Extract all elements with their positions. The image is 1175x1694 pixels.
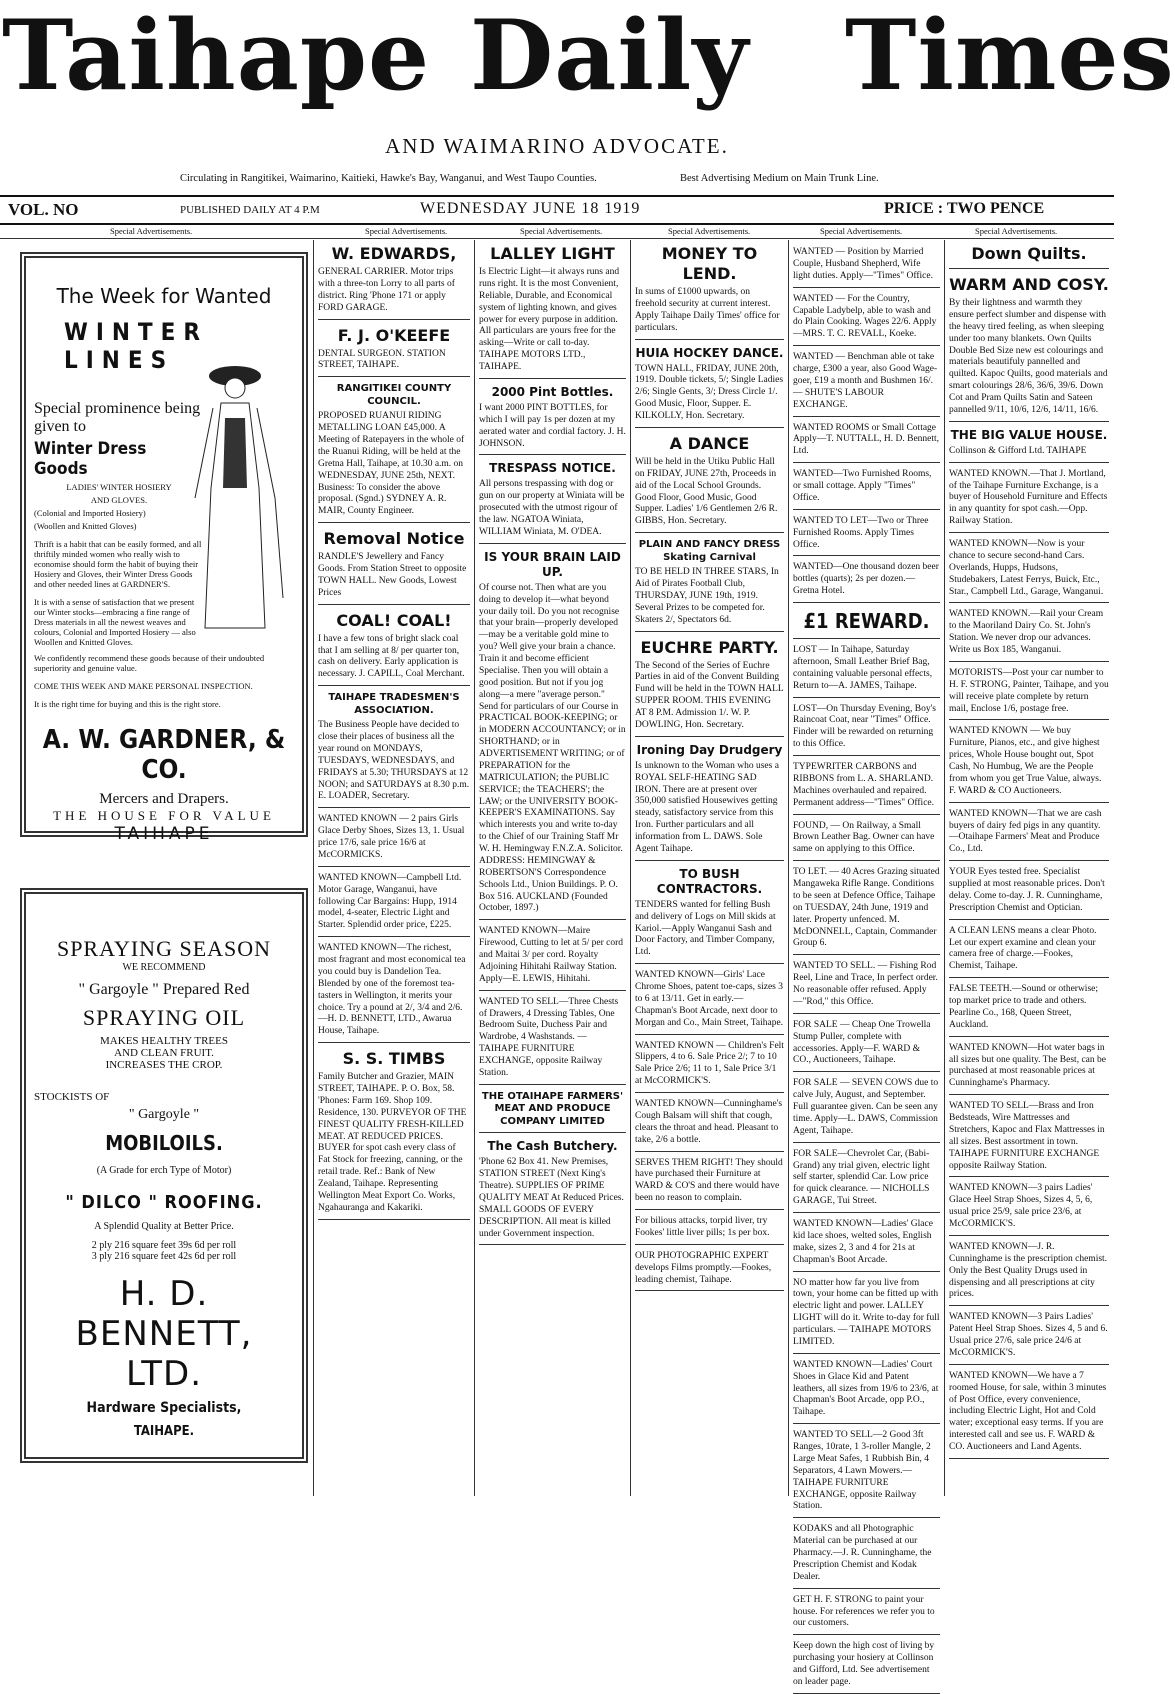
woman-illustration (183, 348, 288, 638)
advert-text: WANTED KNOWN.—That J. Mortland, of the Taihape Furniture Exchange, is a buyer of Household Furniture and Effects in any quantity for spot cash.—Opp. Railway Station. (949, 468, 1108, 527)
advert-text: FOR SALE—Chevrolet Car, (Babi-Grand) any trial given, electric light self starter, splendid Car. Low price for quick clearance. — NICHOLLS GARAGE, Tui Street. (793, 1148, 930, 1207)
advert (479, 244, 626, 379)
advert-text: DENTAL SURGEON. STATION STREET, TAIHAPE. (318, 348, 446, 371)
advert (318, 529, 470, 605)
advert (635, 539, 784, 631)
advert (635, 1251, 784, 1292)
advert-heading: THE OTAIHAPE FARMERS' MEAT AND PRODUCE COMPANY LIMITED (481, 1090, 624, 1127)
gardner-intro: Special prominence being given to (34, 400, 201, 435)
title-word-taihape: Taihape (2, 0, 431, 112)
advert (479, 1139, 626, 1245)
circulation-note: Circulating in Rangitikei, Waimarino, Kaitieki, Hawke's Bay, Wanganui, and West Taupo Counties. (180, 173, 597, 184)
advert (793, 867, 940, 955)
advert (793, 423, 940, 464)
advert-text: WANTED KNOWN—Ladies' Court Shoes in Glace Kid and Patent leathers, all sizes from 19/6 to 23/6, at Chapman's Boot Arcade, opp P.O., Taihape. (793, 1359, 939, 1418)
advert-heading: THE BIG VALUE HOUSE. (950, 427, 1108, 442)
gardner-sub: (Woollen and Knitted Gloves) (34, 521, 137, 531)
advert (318, 692, 470, 808)
advert (793, 704, 940, 757)
advert (793, 1020, 940, 1073)
advert-text: Will be held in the Utiku Public Hall on FRIDAY, JUNE 27th, Proceeds in aid of the Local School Grounds. Good Floor, Good Music, Good Supper. Ladies' 1/6 Gentlemen 2/6 R. GIBBS, Hon. Secretary. (635, 456, 778, 527)
gardner-name: A. W. GARDNER, & CO. (42, 725, 286, 785)
advert-text: WANTED ROOMS or Small Cottage Apply—T. NUTTALL, H. D. Bennett, Ltd. (793, 422, 940, 457)
advert-text: All persons trespassing with dog or gun on our property at Winiata will be prosecuted with the utmost rigour of the law. NGATOA Winiata, WILLIAM Winiata, M. O'DEA. (479, 479, 625, 537)
advert (635, 1216, 784, 1245)
advert (793, 469, 940, 510)
advert-text: TENDERS wanted for felling Bush and delivery of Logs on Mill skids at Kariol.—Apply Wanganui Sash and Door Factory, and Timber Company, Ltd. (635, 899, 776, 958)
advert-text: WANTED KNOWN—Hot water bags in all sizes but one quality. The Best, can be purchased at most reasonable prices at Cunninghame's Pharmacy. (949, 1042, 1106, 1089)
advert-heading: Removal Notice (323, 529, 465, 549)
advert (793, 961, 940, 1014)
advert-heading: Ironing Day Drudgery (636, 742, 783, 757)
advert-text: WANTED — For the Country, Capable Ladybelp, able to wash and do Plain Cooking. Wages 22/6. Apply—MRS. T. C. REVALL, Koeke. (793, 293, 937, 340)
bennett-text: (A Grade for erch Type of Motor) (96, 1165, 232, 1176)
advert (949, 1183, 1109, 1236)
advert-text: WANTED KNOWN—Campbell Ltd. Motor Garage, Wanganui, have following Car Bargains: Hupp, 1914 model, 4-seater, Electric Light and Starter. Splendid order price, £225. (318, 872, 462, 931)
bennett-title: SPRAYING SEASON (56, 936, 272, 961)
advert-heading: Down Quilts. (971, 244, 1087, 263)
advert-text: TOWN HALL, FRIDAY, JUNE 20th, 1919. Double tickets, 5/; Single Ladies 2/6; Single Gents, 3/; Dress Circle 1/. Good Music, Floor, Supper. E. KILKOLLY, Hon. Secretary. (635, 363, 784, 421)
advert (793, 352, 940, 416)
advert-text: WANTED KNOWN—J. R. Cunninghame is the prescription chemist. Only the Best Quality Drugs used in dispensing and all prescriptions at city prices. (949, 1241, 1108, 1300)
advert-text: FOUND, — On Railway, a Small Brown Leather Bag. Owner can have same on applying to this Office. (793, 820, 935, 855)
section-label: Special Advertisements. (365, 226, 448, 236)
advert-text: WANTED TO SELL—Brass and Iron Bedsteads, Wire Mattresses and Stretchers, Kapoc and Flax Mattresses in all sizes. Best assortment in town. TAIHAPE FURNITURE EXCHANGE opposite Railway Station. (949, 1101, 1105, 1171)
gardner-trade: Mercers and Drapers. (99, 791, 229, 807)
gardner-sub: LADIES' WINTER HOSIERY (66, 482, 172, 492)
bennett-spec: Hardware Specialists, (86, 1400, 242, 1416)
advert-text: £1 REWARD. (803, 609, 930, 633)
advert (949, 984, 1109, 1037)
bennett-name: H. D. BENNETT, LTD. (75, 1274, 253, 1394)
bennett-text: A Splendid Quality at Better Price. (94, 1221, 234, 1232)
advert-text: A CLEAN LENS means a clear Photo. Let our expert examine and clean your camera free of charge.—Fookes, Chemist, Taihape. (949, 925, 1097, 972)
bennett-text: INCREASES THE CROP. (105, 1059, 223, 1071)
advert (793, 247, 940, 288)
section-label: Special Advertisements. (975, 226, 1058, 236)
advert-text: The Business People have decided to close their places of business all the year round on MONDAYS, TUESDAYS, WEDNESDAYS, and FRIDAYS at 5.30; THURSDAYS at 12 NOON; and SATURDAYS at 8.30 p.m. E. LOADER, Secretary. (318, 720, 470, 802)
advert-text: WANTED KNOWN—We have a 7 roomed House, for sale, within 3 minutes of Post Office, every convenience, including Electric Light, Hot and Cold water; exceptional easy terms. If you are interested call and see us. F. WARD & CO. Auctioneers and Land Agents. (949, 1370, 1107, 1452)
advert-text: 'Phone 62 Box 41. New Premises, STATION STREET (Next King's Theatre). SUPPLIES OF PRIME QUALITY MEAT At Reduced Prices. SMALL GOODS OF EVERY DESCRIPTION. All meat is killed under Government inspection. (479, 1157, 624, 1239)
advert-text: I have a few tons of bright slack coal that I am selling at 8/ per quarter ton, cash on delivery. Early application is necessary. J. CAPILL, Coal Merchant. (318, 633, 465, 680)
advert (793, 1149, 940, 1213)
bennett-product: SPRAYING OIL (82, 1005, 246, 1030)
advert-heading: COAL! COAL! (336, 610, 452, 630)
advert-heading: F. J. O'KEEFE (337, 325, 451, 345)
advert (949, 926, 1109, 979)
advert-heading: WARM AND COSY. (949, 275, 1109, 294)
section-label: Special Advertisements. (820, 226, 903, 236)
subtitle: AND WAIMARINO ADVOCATE. (385, 134, 729, 158)
advert-text: WANTED TO SELL—2 Good 3ft Ranges, 10rate, 1 3-roller Mangle, 2 Large Meat Safes, 1 Rubbish Bin, 4 Separators, 4 Lawn Mowers.—TAIHAPE FURNITURE EXCHANGE, opposite Railway Station. (793, 1430, 931, 1512)
advert-text: WANTED KNOWN — We buy Furniture, Pianos, etc., and give highest prices, Whole House bought out, Spot Cash, No Humbug, We are the People from whom you get True Value, always. F. WARD & CO Auctioneers. (949, 726, 1102, 796)
advert (793, 609, 940, 639)
advert-text: By their lightness and warmth they ensure perfect slumber and dispense with the heavy tired feeling, as when sleeping under too many blankets. Own Quilts Double Bed Size new est colourings and materials beautifuly pannelled and quilted. Kapoc Quilts, good materials and smart colourings 28/6, 36/6, 39/6. Down Cot and Pram Quilts Satin and Sateen pannelled 9/11, 10/6, 12/6, 14/11, 16/6. (949, 298, 1108, 415)
advert (949, 867, 1109, 920)
advert-text: LOST—On Thursday Evening, Boy's Raincoat Coat, near "Times" Office. Finder will be rewarded on returning to this Office. (793, 703, 936, 750)
column-6 (949, 244, 1109, 1494)
advert (635, 1158, 784, 1211)
title-word-daily: Daily (470, 0, 750, 112)
advert-text: Collinson & Gifford Ltd. TAIHAPE (949, 445, 1087, 456)
advert (793, 562, 940, 603)
advert-text: KODAKS and all Photographic Material can be purchased at our Pharmacy.—J. R. Cunninghame, the Prescription Chemist and Kodak Dealer. (793, 1524, 932, 1582)
bennett-mobil: MOBILOILS. (105, 1131, 223, 1155)
advert-heading: LALLEY LIGHT (490, 244, 615, 263)
bennett-text: AND CLEAN FRUIT. (114, 1047, 214, 1059)
section-label: Special Advertisements. (520, 226, 603, 236)
advert (949, 609, 1109, 662)
section-label: Special Advertisements. (110, 226, 193, 236)
advert-text: WANTED KNOWN—That we are cash buyers of dairy fed pigs in any quantity.—Otaihape Farmers' Meat and Produce Co., Ltd. (949, 808, 1102, 855)
bennett-text: 2 ply 216 square feet 39s 6d per roll (91, 1240, 237, 1251)
advert (635, 346, 784, 428)
advert-text: Is Electric Light—it always runs and runs right. It is the most Convenient, Reliable, Durable, and Economical system of lighting known, and gives power for every purpose in addition. All particulars are yours free for the asking—Write or call to-day. TAIHAPE MOTORS LTD., TAIHAPE. (479, 267, 620, 372)
advert (949, 469, 1109, 533)
masthead (0, 0, 1175, 170)
advert-text: FOR SALE — SEVEN COWS due to calve July, August, and September. Full guarantee given. Can be seen any time. Apply—L. DAWS, Commission Agent, Taihape. (793, 1078, 939, 1136)
advert-heading: TO BUSH CONTRACTORS. (656, 866, 763, 896)
advert-text: WANTED TO SELL—Three Chests of Drawers, 4 Dressing Tables, One Bedroom Suite, Duchess Pair and Wardrobe, 4 Washstands. —TAIHAPE FURNITURE EXCHANGE, opposite Railway Station. (479, 996, 619, 1078)
advert-text: TO LET. — 40 Acres Grazing situated Mangaweka Rifle Range. Conditions to be seen at Defence Office, Taihape on TUESDAY, 24th June, 1919 and later. Property unfenced. M. McDONNELL, Captain, Commander Group 6. (793, 867, 940, 949)
advert-text: Keep down the high cost of living by purchasing your hosiery at Collinson and Gifford, Ltd. See advertisement on leader page. (793, 1641, 935, 1687)
advert-text: WANTED—Two Furnished Rooms, or small cottage. Apply "Times" Office. (793, 469, 932, 503)
advert (635, 1041, 784, 1094)
advert (479, 926, 626, 990)
advert-text: WANTED—One thousand dozen beer bottles (quarts); 2s per dozen.—Gretna Hotel. (793, 562, 939, 597)
advert-heading: TRESPASS NOTICE. (489, 461, 616, 476)
advert-text: WANTED KNOWN — Children's Felt Slippers, 4 to 6. Sale Price 2/; 7 to 10 Sale Price 2/6; 11 to 1, Sale Price 3/1 at McCORMICK'S. (635, 1040, 784, 1087)
advert (635, 244, 784, 340)
gardner-sub: AND GLOVES. (90, 495, 148, 505)
advert (949, 1101, 1109, 1177)
advert-text: RANDLE'S Jewellery and Fancy Goods. From Station Street to opposite TOWN HALL. New Goods, Lowest Prices (318, 552, 467, 598)
advert-text: Of course not. Then what are you doing to develop it—what beyond your daily toil. Do you not recognise that your brain—properly developed—may be a veritable gold mine to you? Well give your brain a chance. Train it and become efficient Specialise. Then you will obtain a good position. But not if you jog along—a mere "average person." Send for particulars of our Course in PRACTICAL BOOK-KEEPING; or in MODERN ACCOUNTANCY; or in SHORTHAND; or in ADVERTISEMENT WRITING; or of PREPARATION for the MATRICULATION; the PUBLIC SERVICE; the TEACHERS'; the LAW; or the UNIVERSITY BOOK-KEEPER'S EXAMINATIONS. Say which interests you and write to-day to the Chief of our Training Staff Mr W. H. Hemingway F.N.Z.A. Solicitor. ADDRESS: HEMINGWAY & ROBERTSON'S Correspondence Schools Ltd., Union Buildings. P. O. Box 516. AUCKLAND (Founded October, 1897.) (479, 582, 626, 914)
gardner-advert (20, 252, 308, 844)
bennett-text: STOCKISTS OF (34, 1091, 110, 1103)
advert (793, 762, 940, 815)
advert-text: WANTED KNOWN.—Rail your Cream to the Maoriland Dairy Co. St. John's Station. We never drop our advances. Write us Box 185, Wanganui. (949, 609, 1104, 655)
advert-text: WANTED TO LET—Two or Three Furnished Rooms. Apply Times Office. (793, 515, 929, 550)
column-3 (479, 244, 626, 1494)
advert-text: YOUR Eyes tested free. Specialist supplied at most reasonable prices. Don't delay. Come to-day. J. R. Cunninghame, Prescription Chemist and Optician. (949, 867, 1105, 913)
bennett-text: " Gargoyle " (128, 1107, 200, 1122)
column-2 (318, 244, 470, 1494)
advert (793, 1360, 940, 1424)
advert-text: MOTORISTS—Post your car number to H. F. STRONG, Painter, Taihape, and you will receive plate complete by return mail, Enclose 1/6, postage free. (949, 667, 1109, 714)
advert-text: WANTED — Position by Married Couple, Husband Shepherd, Wife light duties. Apply—"Times" Office. (793, 247, 933, 281)
bennett-text: 3 ply 216 square feet 42s 6d per roll (91, 1251, 237, 1262)
bennett-text: WE RECOMMEND (122, 962, 206, 973)
advert (635, 743, 784, 861)
advert (479, 550, 626, 921)
advert-text: OUR PHOTOGRAPHIC EXPERT develops Films promptly.—Fookes, leading chemist, Taihape. (635, 1250, 772, 1285)
section-labels (0, 224, 1114, 239)
advert-heading: W. EDWARDS, (331, 244, 457, 263)
advert-text: WANTED KNOWN—Girls' Lace Chrome Shoes, patent toe-caps, sizes 3 to 6 at 13/11. Get in early.—Chapman's Boot Arcade, next door to Morgan and Co., Main Street, Taihape. (635, 970, 784, 1028)
advert (949, 428, 1109, 463)
price-label: PRICE : TWO PENCE (884, 200, 1045, 217)
gardner-body: COME THIS WEEK AND MAKE PERSONAL INSPECTION. (34, 681, 253, 691)
advert (949, 1043, 1109, 1096)
advert-heading: PLAIN AND FANCY DRESS Skating Carnival (638, 539, 781, 563)
advert-text: WANTED — Benchman able ot take charge, £300 a year, also Good Wage-goer, £19 a month and Bushmen 16/. — SHUTE'S LABOUR EXCHANGE. (793, 352, 938, 410)
gardner-body: It is the right time for buying and this is the right store. (34, 699, 221, 709)
advert-heading: RANGITIKEI COUNTY COUNCIL. (336, 383, 452, 407)
advert (793, 294, 940, 347)
advert (479, 997, 626, 1085)
gardner-motto: THE HOUSE FOR VALUE (53, 808, 275, 823)
advert (949, 809, 1109, 862)
advert (949, 668, 1109, 721)
gardner-title: The Week for Wanted (56, 284, 272, 308)
advert (793, 1595, 940, 1636)
advert-heading: The Cash Butchery. (487, 1139, 618, 1154)
advert-text: WANTED KNOWN—Cunninghame's Cough Balsam will shift that cough, clears the throat and head. Pleasant to take, 2/6 a bottle. (635, 1099, 783, 1145)
advert-heading: MONEY TO LEND. (661, 244, 758, 283)
gardner-body: We confidently recommend these goods because of their undoubted superiority and genuine value. (34, 653, 265, 673)
advert-heading: HUIA HOCKEY DANCE. (635, 345, 784, 360)
advert (793, 1430, 940, 1518)
advert (479, 385, 626, 456)
advert-text: TO BE HELD IN THREE STARS, In Aid of Pirates Football Club, THURSDAY, JUNE 19th, 1919. Several Prizes to be competed for. Skaters 2/, Spectators 6d. (635, 567, 779, 625)
advert (318, 873, 470, 937)
advert (318, 611, 470, 687)
advert-text: TYPEWRITER CARBONS and RIBBONS from L. A. SHARLAND. Machines overhauled and repaired. Permanent address—"Times" Office. (793, 762, 934, 808)
gardner-body: It is with a sense of satisfaction that we present our Winter stocks—embracing a fine range of Dress materials in all the newest weaves and colours, Colonial and Imported Hosiery — also Woollen and Knitted Gloves. (34, 597, 196, 647)
advert-text: FOR SALE — Cheap One Trowella Stump Puller, complete with accessories. Apply—F. WARD & CO., Auctioneers, Taihape. (793, 1019, 931, 1066)
bennett-dilco: " DILCO " ROOFING. (65, 1192, 263, 1213)
dateline (0, 195, 1114, 225)
advert (793, 645, 940, 698)
column-4 (635, 244, 784, 1494)
advert-heading: EUCHRE PARTY. (640, 637, 779, 657)
bennett-advert (20, 888, 308, 1463)
advert (793, 516, 940, 557)
advert (635, 1099, 784, 1152)
title-word-times: Times (845, 0, 1175, 112)
advert (793, 1524, 940, 1588)
advert (949, 1312, 1109, 1365)
volume-label: VOL. NO (8, 200, 79, 219)
advert (793, 821, 940, 862)
bennett-town: TAIHAPE. (133, 1424, 195, 1439)
advert-text: In sums of £1000 upwards, on freehold security at current interest. Apply Taihape Daily Times' office for particulars. (635, 287, 780, 333)
advert (949, 1371, 1109, 1459)
advert (949, 539, 1109, 603)
advert (793, 1278, 940, 1354)
gardner-town: TAIHAPE (114, 824, 214, 844)
advert-text: WANTED KNOWN—Now is your chance to secure second-hand Cars. Overlands, Hupps, Hudsons, Studebakers, Latest Ferrys, Buick, Etc., Star., Campbell Ltd., Garage, Wanganui. (949, 539, 1104, 597)
advert (635, 970, 784, 1034)
column-5 (793, 244, 940, 1687)
advert-text: WANTED KNOWN — 2 pairs Girls Glace Derby Shoes, Sizes 13, 1. Usual price 17/6, sale price 16/6 at McCORMICKS. (318, 814, 465, 860)
advert-heading: A DANCE (669, 433, 750, 453)
advert-text: NO matter how far you live from town, your home can be fitted up with electric light and power. LALLEY LIGHT will do it. Write to-day for full particulars. — TAIHAPE MOTORS LIMITED. (793, 1277, 940, 1347)
advert-text: WANTED KNOWN—3 Pairs Ladies' Patent Heel Strap Shoes. Sizes 4, 5 and 6. Usual price 27/6, sale price 24/6 at McCORMICK'S. (949, 1312, 1108, 1358)
advert (318, 244, 470, 320)
advert-text: Family Butcher and Grazier, MAIN STREET, TAIHAPE. P. O. Box, 58. 'Phones: Farm 169. Shop 109. Residence, 130. PURVEYOR OF THE FINEST QUALITY FRESH-KILLED MEAT. AT REDUCED PRICES. BUYER for spot cash every class of Fat Stock for freezing, canning, or the retail trade. Ref.: Bank of New Zealand, Taihape. Representing Wellington Meat Export Co. Works, Ngahauranga and Kakariki. (318, 1072, 467, 1213)
advert-text: Is unknown to the Woman who uses a ROYAL SELF-HEATING SAD IRON. There are at present over 350,000 satisfied Housewives getting steady, satisfactory service from this Iron. Further particulars and all information from L. DAWS. Sole Agent Taihape. (635, 760, 779, 854)
advert-text: WANTED KNOWN—3 pairs Ladies' Glace Heel Strap Shoes, Sizes 4, 5, 6, usual price 25/9, sale price 23/6, at McCORMICK'S. (949, 1183, 1093, 1229)
advert (318, 943, 470, 1043)
advert (793, 1219, 940, 1272)
advert-heading: 2000 Pint Bottles. (491, 384, 614, 399)
advert-text: PROPOSED RUANUI RIDING METALLING LOAN £45,000. A Meeting of Ratepayers in the whole of the Ruanui Riding, will be held at the Gretna Hall, Taihape, at 10.30 a.m. on WEDNESDAY, JUNE 25th, NEXT. Business: To consider the above proposal. (Sgnd.) SYDNEY A. R. MAIR, County Engineer. (318, 411, 465, 517)
advert-heading: IS YOUR BRAIN LAID UP. (484, 549, 621, 579)
advert-text: GET H. F. STRONG to paint your house. For references we refer you to our customers. (793, 1594, 935, 1629)
advert-text: I want 2000 PINT BOTTLES, for which I will pay 1s per dozen at my aerated water and cordial factory. J. H. JOHNSON. (479, 402, 626, 449)
advert (793, 1641, 940, 1694)
advert (635, 638, 784, 737)
advert-text: LOST — In Taihape, Saturday afternoon, Small Leather Brief Bag, containing valuable personal effects, Return to—A. JAMES, Taihape. (793, 645, 933, 691)
gardner-product: Winter Dress Goods (34, 439, 147, 479)
advert-text: WANTED TO SELL. — Fishing Rod Reel, Line and Trace, In perfect order. No reasonable offer refused. Apply—"Rod," this Office. (793, 961, 938, 1007)
bennett-brand: " Gargoyle " Prepared Red (78, 981, 250, 998)
gardner-sub: (Colonial and Imported Hosiery) (34, 508, 146, 518)
advert (635, 867, 784, 964)
advert (949, 244, 1109, 269)
advert-text: SERVES THEM RIGHT! They should have purchased their Furniture at WARD & CO'S and there would have been no reason to complain. (635, 1157, 783, 1204)
advert (318, 1049, 470, 1220)
advert (318, 814, 470, 867)
bennett-text: MAKES HEALTHY TREES (100, 1035, 228, 1047)
advert (793, 1078, 940, 1142)
advert-heading: S. S. TIMBS (342, 1049, 446, 1069)
advert-text: WANTED KNOWN—The richest, most fragrant and most economical tea you could buy is Dandelion Tea. Blended by one of the foremost tea-tasters in Wellington, it merits your choice. Try a pound at 2/, 3/4 and 2/6.—H. D. BENNETT, LTD., Awarua House, Taihape. (318, 943, 466, 1037)
advert-heading: TAIHAPE TRADESMEN'S ASSOCIATION. (328, 692, 460, 716)
published-label: PUBLISHED DAILY AT 4 P.M (180, 204, 320, 216)
medium-note: Best Advertising Medium on Main Trunk Line. (680, 173, 879, 184)
advert (318, 383, 470, 523)
advert-text: GENERAL CARRIER. Motor trips with a three-ton Lorry to all parts of district. Ring 'Phone 171 or apply FORD GARAGE. (318, 267, 455, 313)
advert-text: For bilious attacks, torpid liver, try Fookes' little liver pills; 1s per box. (635, 1216, 770, 1238)
advert-text: WANTED KNOWN—Maire Firewood, Cutting to let at 5/ per cord and Maitai 3/ per cord. Royalty Adjoining Hihitahi Railway Station. Apply—E. LEWIS, Hihitahi. (479, 926, 624, 984)
gardner-body: Thrift is a habit that can be easily formed, and all thriftily minded women who really wish to economise should form the habit of buying their Hosiery and Gloves, their Winter Dress Goods and other needed lines at GARDNER'S. (34, 539, 202, 589)
advert (318, 326, 470, 378)
advert (949, 275, 1109, 422)
advert (479, 461, 626, 543)
advert-text: The Second of the Series of Euchre Parties in aid of the Convent Building Fund will be held in the TOWN HALL SUPPER ROOM. THIS EVENING AT 8 P.M. Admission 1/. W. P. DOWLING, Hon. Secretary. (635, 660, 784, 730)
issue-date: WEDNESDAY JUNE 18 1919 (420, 200, 641, 217)
gardner-headline: WINTER LINES (64, 318, 209, 374)
advert-text: FALSE TEETH.—Sound or otherwise; top market price to trade and others. Pearline Co., 168, Queen Street, Auckland. (949, 984, 1098, 1030)
advert (635, 434, 784, 533)
advert (949, 726, 1109, 802)
advert (949, 1242, 1109, 1306)
advert (479, 1091, 626, 1134)
advert-text: WANTED KNOWN—Ladies' Glace kid lace shoes, welted soles, English make, sizes 2, 3 and 4 for 21s at Chapman's Boot Arcade. (793, 1219, 933, 1265)
section-label: Special Advertisements. (668, 226, 751, 236)
